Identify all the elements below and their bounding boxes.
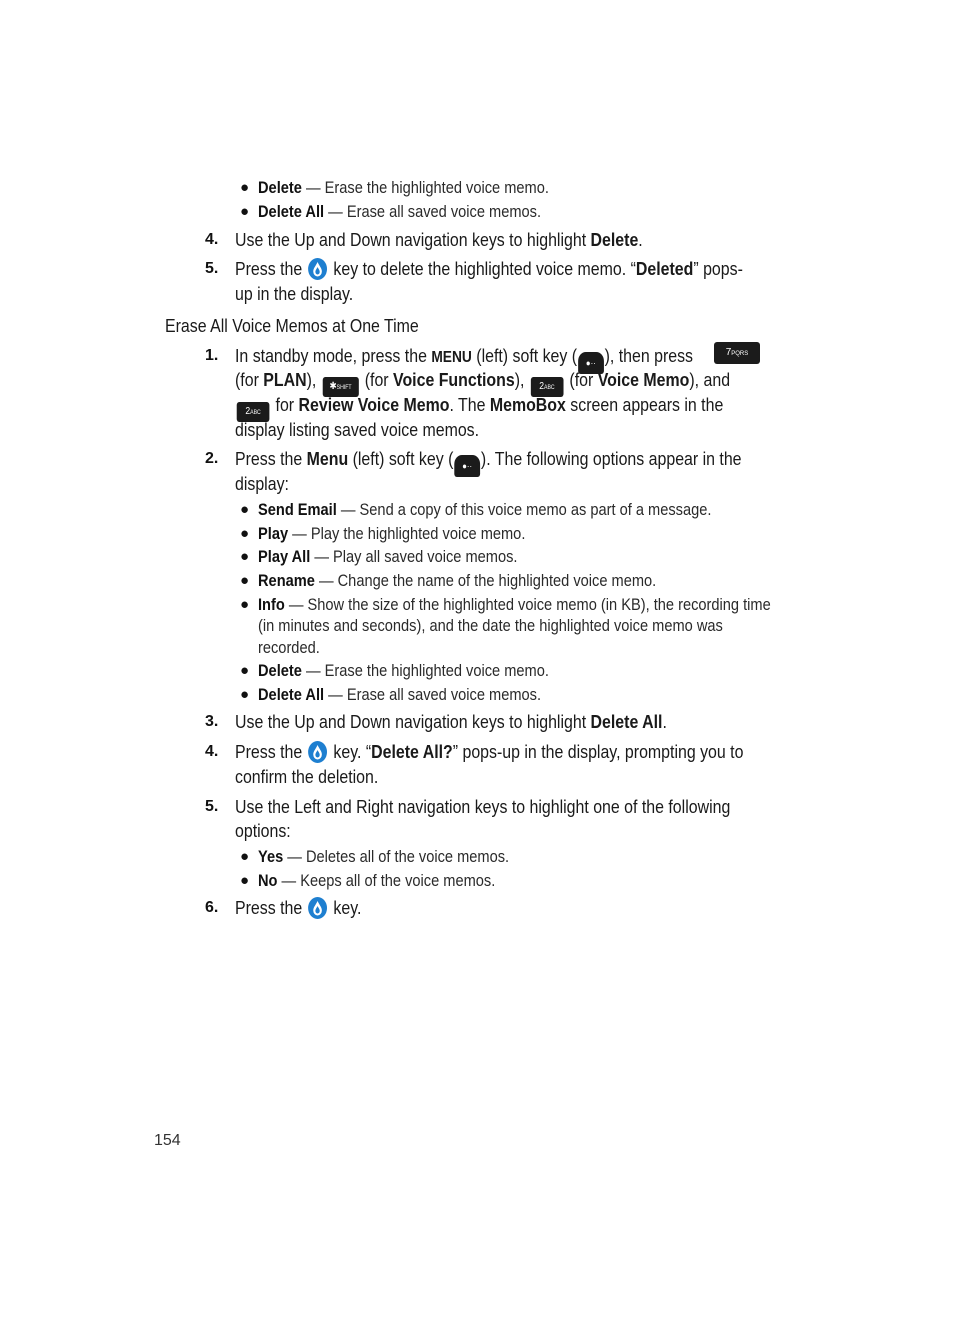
step-bold: Voice Functions	[393, 369, 515, 390]
step-text: options:	[235, 820, 291, 841]
bullet-play-all	[240, 546, 560, 568]
step-2-line1	[235, 446, 824, 477]
step-text: confirm the deletion.	[235, 766, 379, 787]
bullet-term: Send Email	[258, 500, 337, 519]
step-text: display listing saved voice memos.	[235, 419, 480, 440]
bullet-term: Info	[258, 595, 285, 614]
bullet-no	[240, 870, 534, 892]
step-text: . The	[449, 394, 490, 415]
bullet-delete-top	[240, 177, 596, 199]
bullet-dot: ●	[240, 525, 250, 542]
ok-key-icon	[308, 741, 327, 763]
step-text: (for	[235, 369, 264, 390]
bullet-term: Delete	[258, 661, 302, 680]
bullet-info	[240, 594, 854, 616]
bullet-term: Yes	[258, 847, 284, 866]
step-bold: MemoBox	[489, 394, 566, 415]
step-2-line2	[235, 471, 298, 496]
page-number: 154	[154, 1132, 181, 1149]
step-text: Press the	[235, 741, 303, 762]
step-text: ), then press	[604, 345, 694, 366]
step-bold: Delete All?	[371, 741, 453, 762]
step-5-line2	[235, 818, 300, 843]
step-4	[235, 739, 826, 764]
key-label: 2	[245, 406, 251, 417]
bullet-send-email	[240, 499, 785, 521]
bullet-term: Delete All	[258, 202, 325, 221]
key-label: 2	[539, 381, 545, 392]
bullet-desc: — Deletes all of the voice memos.	[283, 847, 510, 866]
bullet-info-cont2	[258, 637, 330, 659]
bullet-desc: (in minutes and seconds), and the date the highlighted voice memo was	[258, 616, 723, 635]
step-4-line2	[235, 764, 402, 789]
bullet-rename	[240, 570, 721, 592]
step-text: Use the Up and Down navigation keys to highlight	[235, 229, 591, 250]
bullet-yes	[240, 846, 550, 868]
bullet-dot: ●	[240, 572, 250, 589]
bullet-delete-all-top	[240, 201, 587, 223]
key-sublabel: PQRS	[731, 351, 749, 357]
bullet-desc: — Change the name of the highlighted voice memo.	[314, 571, 657, 590]
step-text: up in the display.	[235, 283, 354, 304]
step-text: (left) soft key (	[348, 448, 454, 469]
bullet-delete-mid	[240, 660, 596, 682]
bullet-dot: ●	[240, 848, 250, 865]
bullet-desc: — Play all saved voice memos.	[310, 547, 518, 566]
step-text: Press the	[235, 258, 303, 279]
bullet-dot: ●	[240, 662, 250, 679]
step-text: for	[271, 394, 299, 415]
key-label: 7	[725, 347, 732, 358]
bullet-desc: — Send a copy of this voice memo as part of a message.	[336, 500, 712, 519]
bullet-desc: — Keeps all of the voice memos.	[277, 871, 496, 890]
step-5-top-line2	[235, 281, 372, 306]
step-number: 2.	[205, 450, 219, 467]
step-text: ),	[306, 369, 321, 390]
step-number: 5.	[205, 260, 219, 277]
step-bold: PLAN	[263, 369, 307, 390]
step-text: key. “	[328, 741, 372, 762]
step-text: Press the	[235, 448, 307, 469]
step-text: key.	[328, 897, 362, 918]
step-bold: Review Voice Memo	[298, 394, 450, 415]
bullet-term: Play	[258, 524, 289, 543]
step-text: key to delete the highlighted voice memo. “	[328, 258, 636, 279]
step-bold: Delete	[590, 229, 639, 250]
step-text: Press the	[235, 897, 303, 918]
bullet-desc: — Play the highlighted voice memo.	[288, 524, 526, 543]
step-3	[235, 709, 737, 734]
step-1-line4	[235, 417, 519, 442]
step-text: ). The following options appear in the	[480, 448, 742, 469]
bullet-dot: ●	[240, 872, 250, 889]
ok-key-icon	[308, 258, 327, 280]
step-text: .	[638, 229, 643, 250]
step-text: (for	[564, 369, 598, 390]
step-text: (left) soft key (	[471, 345, 578, 366]
left-soft-key-icon: ●··	[578, 352, 604, 374]
step-number: 5.	[205, 798, 219, 815]
step-5-top	[235, 256, 826, 281]
step-text: ” pops-up in the display, prompting you to	[452, 741, 744, 762]
step-bold: Delete All	[590, 711, 663, 732]
bullet-term: Delete	[258, 178, 302, 197]
bullet-dot: ●	[240, 501, 250, 518]
step-text: (for	[360, 369, 394, 390]
bullet-dot: ●	[240, 686, 250, 703]
step-text: screen appears in the	[565, 394, 724, 415]
heading-text: Erase All Voice Memos at One Time	[165, 315, 419, 336]
bullet-dot: ●	[240, 596, 250, 613]
step-text: Use the Left and Right navigation keys to highlight one of the following	[235, 796, 731, 817]
bullet-term: Play All	[258, 547, 311, 566]
step-5	[235, 794, 811, 819]
bullet-desc: — Erase the highlighted voice memo.	[301, 178, 549, 197]
step-number: 4.	[205, 743, 219, 760]
bullet-desc: — Show the size of the highlighted voice memo (in KB), the recording time	[284, 595, 771, 614]
step-number: 1.	[205, 347, 219, 364]
bullet-info-cont1	[258, 615, 799, 637]
step-text: Use the Up and Down navigation keys to highlight	[235, 711, 591, 732]
step-text: In standby mode, press the	[235, 345, 432, 366]
step-bold: Menu	[306, 448, 349, 469]
bullet-term: No	[258, 871, 278, 890]
bullet-dot: ●	[240, 203, 250, 220]
step-bold: Voice Memo	[597, 369, 690, 390]
section-heading	[165, 314, 460, 338]
bullet-play	[240, 523, 569, 545]
bullet-dot: ●	[240, 548, 250, 565]
step-number: 3.	[205, 713, 219, 730]
bullet-desc: — Erase the highlighted voice memo.	[301, 661, 549, 680]
bullet-desc: recorded.	[258, 638, 320, 657]
step-text: display:	[235, 473, 289, 494]
key-sublabel: SHIFT	[336, 385, 352, 391]
step-bold: Deleted	[635, 258, 694, 279]
key-sublabel: ABC	[544, 385, 555, 391]
bullet-dot: ●	[240, 179, 250, 196]
step-number: 4.	[205, 231, 219, 248]
bullet-term: Delete All	[258, 685, 325, 704]
step-text: ), and	[689, 369, 731, 390]
ok-key-icon	[308, 897, 327, 919]
step-6	[235, 895, 382, 920]
bullet-desc: — Erase all saved voice memos.	[324, 202, 542, 221]
bullet-term: Rename	[258, 571, 315, 590]
step-text: ” pops-	[693, 258, 743, 279]
key-sublabel: ABC	[250, 410, 261, 416]
step-bold: MENU	[431, 349, 472, 366]
step-number: 6.	[205, 899, 219, 916]
bullet-delete-all-mid	[240, 684, 587, 706]
bullet-desc: — Erase all saved voice memos.	[324, 685, 542, 704]
key-7-icon	[714, 342, 760, 364]
step-text: .	[662, 711, 667, 732]
key-label: ✱	[329, 381, 337, 392]
left-soft-key-icon: ●··	[454, 455, 480, 477]
step-4-top	[235, 227, 709, 252]
step-text: ),	[514, 369, 529, 390]
